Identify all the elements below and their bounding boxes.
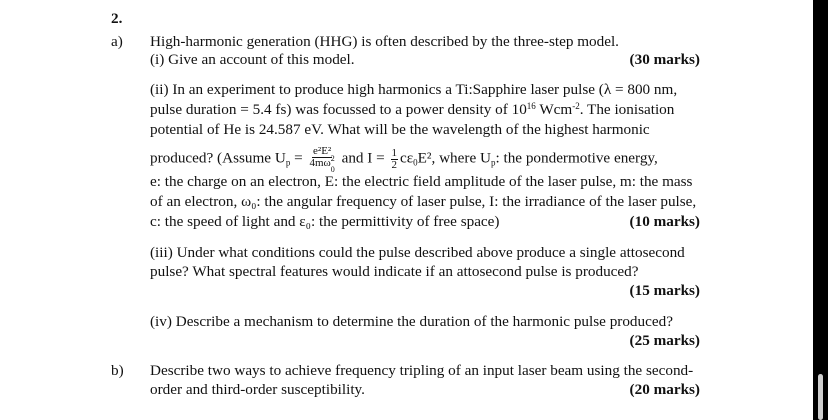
part-a-label: a)	[111, 33, 123, 50]
part-a-intro: High-harmonic generation (HHG) is often described by the three-step model.	[150, 33, 619, 50]
question-a-ii-line-3: potential of He is 24.587 eV. What will be the wavelength of the highest harmonic	[150, 121, 650, 138]
question-a-ii-line-5: e: the charge on an electron, E: the electric field amplitude of the laser pulse, m: the mass	[150, 173, 693, 190]
scrollbar-thumb[interactable]	[818, 374, 823, 420]
question-a-ii-line-2: pulse duration = 5.4 fs) was focussed to a power density of $10^{16}$ Wcm$^{-2}$. The ionisation	[150, 101, 675, 118]
question-a-i-text: (i) Give an account of this model.	[150, 51, 355, 68]
question-a-i	[150, 50, 700, 70]
scrollbar[interactable]	[813, 0, 828, 420]
question-a-ii-equation-line: produced? (Assume $U_p$ = e²E² 4mω 2 $_0$ and I = $\frac{1}{2}$ $c\varepsilon_0E^2$, where $U_p$: the pondermotive energy,	[150, 145, 658, 175]
part-b-label: b)	[111, 362, 124, 379]
part-b-marks: (20 marks)	[629, 381, 700, 398]
question-a-iv-marks: (25 marks)	[629, 332, 700, 349]
question-number: 2.	[111, 10, 123, 27]
part-b-line-2: order and third-order susceptibility. (20 marks)	[150, 381, 700, 398]
ponderomotive-fraction: e²E² 4mω 2 $_0$	[309, 145, 335, 175]
question-a-ii-line-7: c: the speed of light and ε₀: the permittivity of free space) (10 marks)	[150, 213, 700, 230]
half-fraction: $\frac{1}{2}$	[391, 146, 398, 171]
question-a-ii-marks: (10 marks)	[629, 213, 700, 230]
part-b-line-1: Describe two ways to achieve frequency tripling of an input laser beam using the second-	[150, 362, 694, 379]
question-a-iv-line-1: (iv) Describe a mechanism to determine the duration of the harmonic pulse produced?	[150, 313, 673, 330]
question-a-i-marks: (30 marks)	[629, 51, 700, 68]
question-a-iii-marks: (15 marks)	[629, 282, 700, 299]
question-a-ii-line-6: of an electron, ω₀: the angular frequency of laser pulse, I: the irradiance of the laser pulse,	[150, 193, 697, 210]
question-a-iii-line-2: pulse? What spectral features would indicate if an attosecond pulse is produced?	[150, 263, 639, 280]
question-a-ii-line-1: (ii) In an experiment to produce high harmonics a Ti:Sapphire laser pulse (λ = 800 nm,	[150, 81, 678, 98]
question-a-iii-line-1: (iii) Under what conditions could the pulse described above produce a single attosecond	[150, 244, 685, 261]
